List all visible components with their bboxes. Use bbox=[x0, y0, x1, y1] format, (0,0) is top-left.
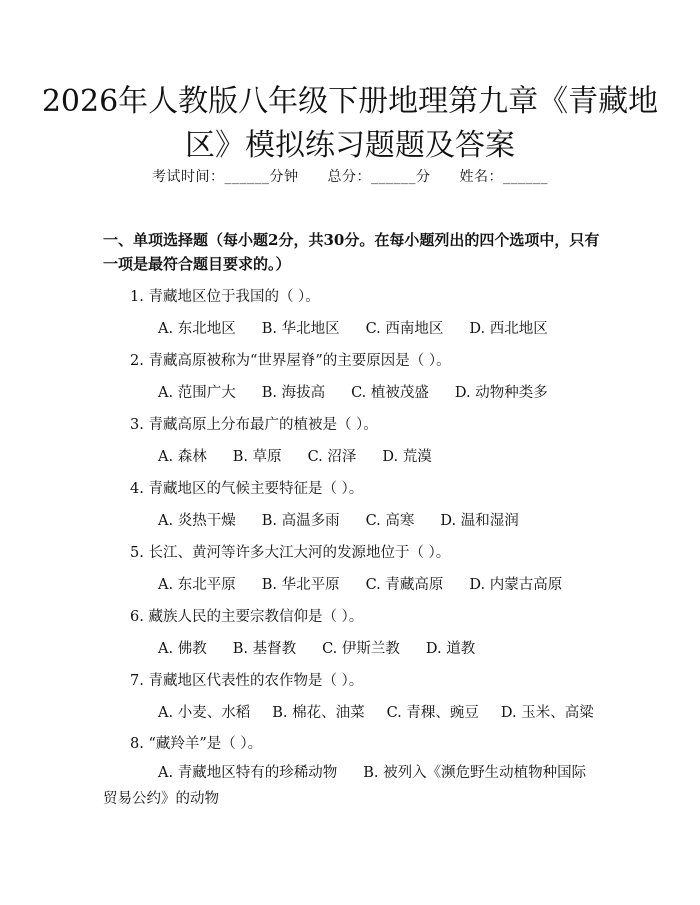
option: D. 道教 bbox=[425, 641, 476, 657]
option: B. 高温多雨 bbox=[261, 513, 340, 529]
question-options bbox=[158, 509, 519, 530]
question-stem: 6. 藏族人民的主要宗教信仰是（ ）。 bbox=[130, 609, 364, 625]
exam-info-line bbox=[0, 166, 700, 186]
option: D. 荒漠 bbox=[382, 449, 432, 465]
option: D. 温和湿润 bbox=[440, 513, 519, 529]
question-options bbox=[158, 381, 548, 402]
option: A. 青藏地区特有的珍稀动物 bbox=[158, 765, 338, 781]
question-options bbox=[103, 760, 593, 812]
total-score-field: 总分：______分 bbox=[327, 169, 431, 185]
option: B. 华北平原 bbox=[261, 577, 340, 593]
option: A. 森林 bbox=[158, 449, 207, 465]
option: C. 西南地区 bbox=[365, 321, 444, 337]
question-options bbox=[158, 637, 475, 658]
option: B. 华北地区 bbox=[261, 321, 340, 337]
question-stem: 7. 青藏地区代表性的农作物是（ ）。 bbox=[130, 673, 364, 689]
option: D. 西北地区 bbox=[469, 321, 548, 337]
option: A. 范围广大 bbox=[158, 385, 236, 401]
option: B. 基督教 bbox=[232, 641, 297, 657]
question-stem: 5. 长江、黄河等许多大江大河的发源地位于（ ）。 bbox=[130, 545, 451, 561]
question-stem: 2. 青藏高原被称为“世界屋脊”的主要原因是（ ）。 bbox=[130, 353, 451, 369]
option: B. 被列入《濒危野生动植物种国际贸易公约》的动物 bbox=[103, 765, 587, 807]
question-stem: 1. 青藏地区位于我国的（ ）。 bbox=[130, 289, 320, 305]
option: C. 青稞、豌豆 bbox=[386, 705, 479, 721]
question-options bbox=[158, 573, 562, 594]
option: B. 棉花、油菜 bbox=[272, 705, 365, 721]
option: A. 小麦、水稻 bbox=[158, 705, 251, 721]
section-heading: 一、单项选择题（每小题2分，共30分。在每小题列出的四个选项中，只有一项是最符合题目要求的。） bbox=[103, 231, 600, 273]
option: A. 东北地区 bbox=[158, 321, 236, 337]
option: C. 青藏高原 bbox=[365, 577, 444, 593]
question-options bbox=[158, 317, 548, 338]
option: C. 植被茂盛 bbox=[351, 385, 429, 401]
question-options bbox=[158, 445, 432, 466]
option: C. 伊斯兰教 bbox=[322, 641, 400, 657]
option: A. 炎热干燥 bbox=[158, 513, 236, 529]
exam-time-field: 考试时间：______分钟 bbox=[152, 169, 299, 185]
question-stem: 8. “藏羚羊”是（ ）。 bbox=[130, 736, 263, 752]
option: B. 草原 bbox=[232, 449, 282, 465]
option: A. 佛教 bbox=[158, 641, 207, 657]
option: B. 海拔高 bbox=[261, 385, 326, 401]
page-title: 2026年人教版八年级下册地理第九章《青藏地区》模拟练习题题及答案 bbox=[41, 84, 659, 163]
question-stem: 3. 青藏高原上分布最广的植被是（ ）。 bbox=[130, 417, 378, 433]
option: A. 东北平原 bbox=[158, 577, 236, 593]
option: D. 玉米、高粱 bbox=[500, 705, 594, 721]
option: C. 沼泽 bbox=[307, 449, 357, 465]
question-stem: 4. 青藏地区的气候主要特征是（ ）。 bbox=[130, 481, 364, 497]
option: C. 高寒 bbox=[365, 513, 415, 529]
option: D. 动物种类多 bbox=[454, 385, 548, 401]
option: D. 内蒙古高原 bbox=[469, 577, 563, 593]
name-field: 姓名：______ bbox=[459, 169, 548, 185]
question-options bbox=[158, 701, 594, 722]
